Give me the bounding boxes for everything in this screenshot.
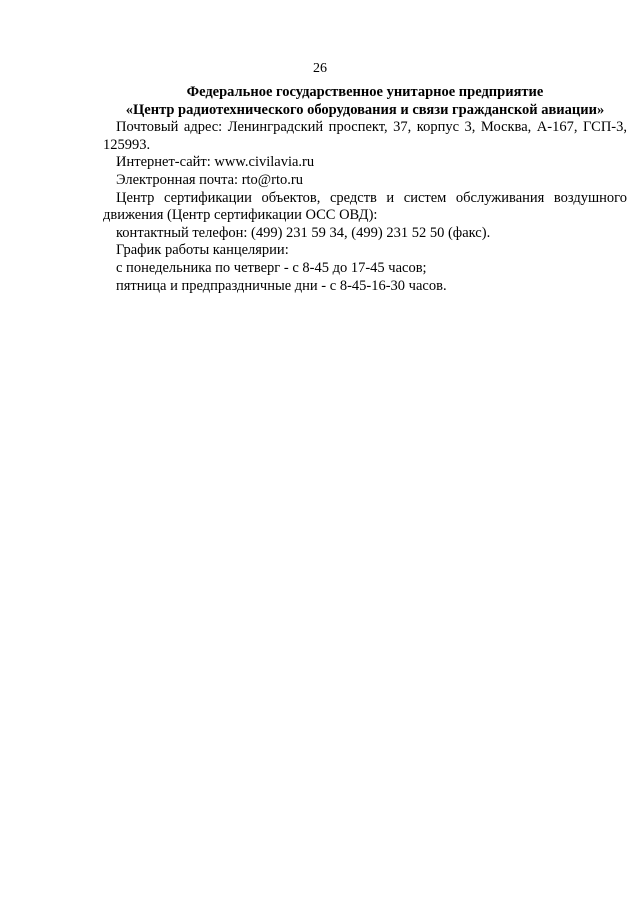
postal-address: Почтовый адрес: Ленинградский проспект, 37, корпус 3, Москва, А-167, ГСП-3, 125993. — [103, 119, 627, 153]
schedule-title: График работы канцелярии: — [116, 242, 289, 259]
website: Интернет-сайт: www.civilavia.ru — [116, 154, 315, 171]
schedule-weekdays: с понедельника по четверг - с 8-45 до 17-45 часов; — [116, 259, 427, 276]
email: Электронная почта: rto@rto.ru — [116, 171, 303, 188]
page-number: 26 — [313, 61, 327, 76]
schedule-friday: пятница и предпраздничные дни - с 8-45-16-30 часов. — [116, 277, 447, 294]
certification-center: Центр сертификации объектов, средств и систем обслуживания воздушного движения (Центр сертификации ОСС ОВД): — [103, 189, 627, 224]
organization-heading-line-1: Федеральное государственное унитарное предприятие — [186, 84, 544, 100]
contact-phone: контактный телефон: (499) 231 59 34, (499) 231 52 50 (факс). — [116, 224, 491, 241]
document-body — [103, 84, 627, 295]
organization-heading-line-2: «Центр радиотехнического оборудования и связи гражданской авиации» — [125, 101, 605, 118]
